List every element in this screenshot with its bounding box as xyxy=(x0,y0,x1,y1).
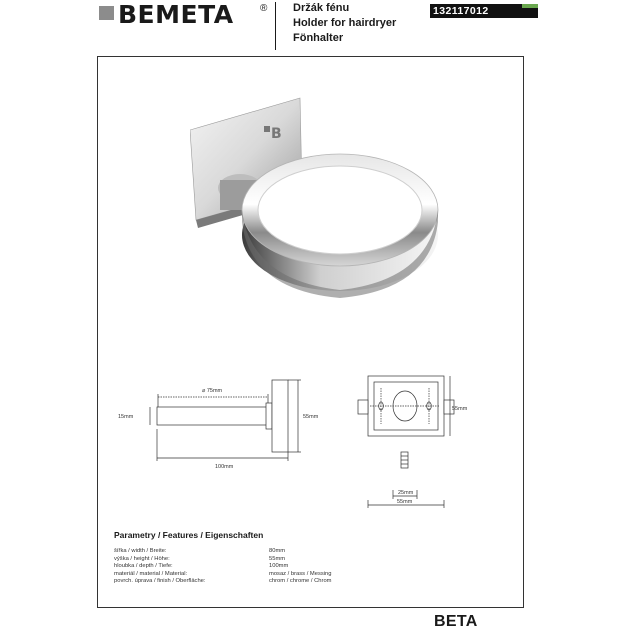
technical-drawing xyxy=(100,360,520,520)
title-english: Holder for hairdryer xyxy=(293,17,397,29)
model-name: BETA xyxy=(434,613,478,630)
front-view xyxy=(358,376,454,508)
product-code: 132117012 xyxy=(433,5,489,17)
dim-diameter: ⌀ 75mm xyxy=(202,388,223,394)
dim-hole-spacing: 25mm xyxy=(398,490,414,496)
param-value: chrom / chrome / Chrom xyxy=(269,578,332,585)
badge-accent xyxy=(522,4,538,8)
param-value: 55mm xyxy=(269,555,286,562)
param-row-depth xyxy=(114,563,389,571)
param-row-finish xyxy=(114,578,389,586)
param-label: materiál / material / Material: xyxy=(114,570,188,577)
header-divider xyxy=(275,2,276,50)
param-value: 80mm xyxy=(269,548,286,554)
param-label: povrch. úprava / finish / Oberfläche: xyxy=(114,578,206,585)
param-label: hloubka / depth / Tiefe: xyxy=(114,563,173,570)
dim-left-height: 15mm xyxy=(118,414,134,420)
param-row-width xyxy=(114,548,389,556)
title-german: Fönhalter xyxy=(293,32,344,44)
dim-front-width: 55mm xyxy=(397,499,413,505)
param-label: výška / height / Höhe: xyxy=(114,555,170,562)
param-label: šířka / width / Breite: xyxy=(114,548,167,554)
parameters-section xyxy=(114,530,389,586)
product-code-badge xyxy=(430,4,538,18)
product-titles xyxy=(293,1,396,46)
brand-logo: BEMETA xyxy=(118,0,234,29)
param-value: 100mm xyxy=(269,563,289,570)
parameters-heading: Parametry / Features / Eigenschaften xyxy=(114,530,264,540)
product-image xyxy=(190,90,440,300)
dim-length: 100mm xyxy=(215,464,234,470)
svg-text:B: B xyxy=(271,126,282,142)
title-czech: Držák fénu xyxy=(293,2,350,14)
param-row-material xyxy=(114,571,389,579)
brand-logo-mark xyxy=(99,6,114,20)
side-view xyxy=(150,380,301,461)
registered-mark: ® xyxy=(260,3,268,14)
dim-front-height: 55mm xyxy=(452,406,468,412)
param-value: mosaz / brass / Messing xyxy=(269,570,332,577)
header xyxy=(0,0,640,52)
dim-right-height: 55mm xyxy=(303,414,319,420)
param-row-height xyxy=(114,556,389,564)
